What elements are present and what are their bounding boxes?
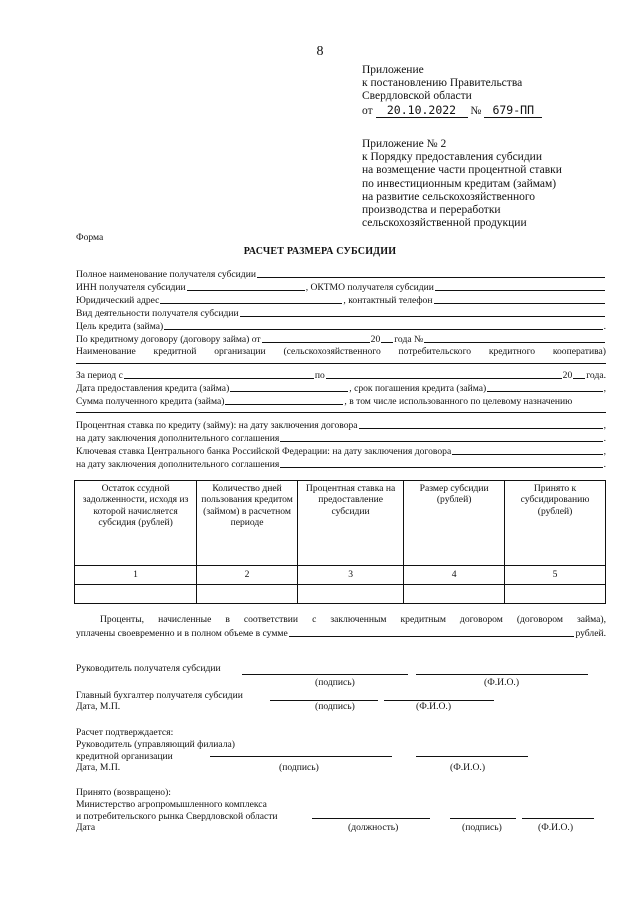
key-rate-additional-label: на дату заключения дополнительного соглашения [76, 459, 280, 470]
contract-row [76, 333, 606, 345]
ministry-line-2: и потребительского рынка Свердловской области [76, 811, 278, 822]
ministry-position-line [312, 818, 430, 819]
date-mp-1: Дата, М.П. [76, 701, 121, 712]
resolution-number: 679-ПП [484, 104, 542, 118]
resolution-date: 20.10.2022 [376, 104, 468, 118]
activity-row [76, 307, 606, 319]
header-cell-rate: Процентная ставка на предоставление субсидии [298, 481, 404, 566]
key-rate-additional-period: . [603, 459, 606, 470]
address-line [160, 295, 342, 304]
purpose-row [76, 320, 606, 332]
empty-cell [75, 585, 197, 604]
number-prefix: № [470, 104, 482, 117]
issue-date-label: Дата предоставления кредита (займа) [76, 383, 230, 394]
rate-additional-period: . [603, 433, 606, 444]
purpose-period: . [603, 321, 606, 332]
amount-used-label: , в том числе использованного по целевому назначению [344, 396, 573, 407]
ministry-fio-caption: (Ф.И.О.) [538, 822, 574, 833]
resolution-date-number [362, 104, 542, 118]
page-number: 8 [316, 44, 324, 59]
key-rate-additional-row [76, 458, 606, 470]
branch-signature-line [210, 756, 392, 757]
header-cell-balance: Остаток ссудной задолженности, исходя из которой начисляется субсидия (рублей) [75, 481, 197, 566]
empty-cell [197, 585, 298, 604]
inn-line [187, 282, 305, 291]
period-label: За период с [76, 370, 123, 381]
procedure-line-4: на развитие сельскохозяйственного [362, 190, 536, 203]
paragraph-sum-line [289, 628, 575, 637]
header-cell-days: Количество дней пользования кредитом (займом) в расчетном периоде [197, 481, 298, 566]
branch-fio-caption: (Ф.И.О.) [450, 762, 486, 773]
rate-line [359, 420, 603, 429]
credit-org-label: Наименование кредитной организации (сельскохозяйственного потребительского кредитного кооператива) [76, 346, 606, 357]
paragraph-suffix: рублей. [575, 628, 606, 639]
accountant-label: Главный бухгалтер получателя субсидии [76, 690, 243, 701]
number-cell: 4 [404, 566, 505, 585]
contract-year-line [381, 334, 393, 343]
date-prefix: от [362, 104, 373, 117]
ministry-fio-line [522, 818, 594, 819]
rate-comma: , [603, 420, 606, 431]
accountant-fio-caption: (Ф.И.О.) [416, 701, 452, 712]
confirmed-label: Расчет подтверждается: [76, 727, 174, 738]
region-line: Свердловской области [362, 90, 472, 103]
form-label: Форма [76, 232, 104, 243]
empty-cell [298, 585, 404, 604]
purpose-line [164, 321, 602, 330]
oktmo-label: , ОКТМО получателя субсидии [305, 282, 434, 293]
amount-row [76, 395, 606, 407]
empty-cell [505, 585, 606, 604]
appendix-header [362, 64, 542, 118]
ministry-position-caption: (должность) [348, 822, 399, 833]
rate-additional-line [280, 433, 602, 442]
paragraph-prefix: уплачены своевременно и в полном объеме в сумме [76, 628, 288, 639]
credit-org-sign-label: кредитной организации [76, 751, 173, 762]
contract-date-line [262, 334, 370, 343]
key-rate-comma: , [603, 446, 606, 457]
number-cell: 2 [197, 566, 298, 585]
period-row [76, 369, 606, 381]
empty-cell [404, 585, 505, 604]
amount-used-line [76, 412, 606, 413]
appendix2-header [362, 138, 562, 230]
address-label: Юридический адрес [76, 295, 160, 306]
document-title: РАСЧЕТ РАЗМЕРА СУБСИДИИ [243, 246, 397, 257]
phone-line [434, 295, 606, 304]
resolution-line: к постановлению Правительства [362, 77, 523, 90]
accepted-label: Принято (возвращено): [76, 787, 171, 798]
period-year-line [573, 370, 585, 379]
head-signature-caption: (подпись) [315, 677, 355, 688]
key-rate-label: Ключевая ставка Центрального банка Российской Федерации: на дату заключения договора [76, 446, 452, 457]
ministry-signature-line [450, 818, 516, 819]
ministry-date-label: Дата [76, 822, 96, 833]
full-name-row [76, 268, 606, 280]
branch-signature-caption: (подпись) [279, 762, 319, 773]
inn-row [76, 281, 606, 293]
inn-label: ИНН получателя субсидии [76, 282, 186, 293]
procedure-line-3: по инвестиционным кредитам (займам) [362, 177, 557, 190]
rate-additional-row [76, 432, 606, 444]
procedure-line-1: к Порядку предоставления субсидии [362, 151, 542, 164]
full-name-label: Полное наименование получателя субсидии [76, 269, 256, 280]
full-name-line [257, 269, 605, 278]
paragraph-line-1: Проценты, начисленные в соответствии с заключенным кредитным договором (договором займа), [100, 614, 606, 625]
amount-label: Сумма полученного кредита (займа) [76, 396, 225, 407]
table-empty-row [75, 585, 606, 604]
rate-additional-label: на дату заключения дополнительного соглашения [76, 433, 280, 444]
paragraph-line-2 [76, 627, 606, 639]
issue-date-row [76, 382, 606, 394]
activity-label: Вид деятельности получателя субсидии [76, 308, 239, 319]
rate-label: Процентная ставка по кредиту (займу): на дату заключения договора [76, 420, 358, 431]
table-header-row [75, 481, 606, 566]
ministry-signature-caption: (подпись) [462, 822, 502, 833]
appendix2-label: Приложение № 2 [362, 138, 447, 150]
number-cell: 1 [75, 566, 197, 585]
period-year: 20 [562, 370, 573, 381]
procedure-line-2: на возмещение части процентной ставки [362, 164, 562, 177]
contract-year-suffix: года № [394, 334, 424, 345]
period-to-label: по [314, 370, 325, 381]
header-cell-subsidy: Размер субсидии (рублей) [404, 481, 505, 566]
key-rate-row [76, 445, 606, 457]
activity-line [240, 308, 605, 317]
key-rate-additional-line [280, 459, 602, 468]
key-rate-line [452, 446, 602, 455]
ministry-line-1: Министерство агропромышленного комплекса [76, 799, 267, 810]
date-mp-2: Дата, М.П. [76, 762, 121, 773]
contract-number-line [424, 334, 605, 343]
procedure-line-5: производства и переработки [362, 204, 501, 217]
issue-date-line [230, 383, 348, 392]
header-cell-accepted: Принято к субсидированию (рублей) [505, 481, 606, 566]
period-to-line [326, 370, 562, 379]
contract-year: 20 [370, 334, 381, 345]
amount-line [225, 396, 343, 405]
head-fio-caption: (Ф.И.О.) [484, 677, 520, 688]
head-signature-line [242, 674, 408, 675]
procedure-line-6: сельскохозяйственной продукции [362, 217, 527, 230]
head-label: Руководитель получателя субсидии [76, 663, 221, 674]
credit-org-line [76, 363, 606, 364]
term-label: , срок погашения кредита (займа) [349, 383, 487, 394]
contract-label: По кредитному договору (договору займа) от [76, 334, 261, 345]
number-cell: 3 [298, 566, 404, 585]
head-fio-line [416, 674, 588, 675]
period-year-suffix: года. [586, 370, 606, 381]
branch-fio-line [416, 756, 528, 757]
rate-row [76, 419, 606, 431]
number-cell: 5 [505, 566, 606, 585]
accountant-signature-caption: (подпись) [315, 701, 355, 712]
term-comma: , [603, 383, 606, 394]
branch-head-label: Руководитель (управляющий филиала) [76, 739, 235, 750]
term-line [487, 383, 602, 392]
purpose-label: Цель кредита (займа) [76, 321, 164, 332]
address-row [76, 294, 606, 306]
phone-label: , контактный телефон [343, 295, 433, 306]
appendix-label: Приложение [362, 64, 424, 76]
period-from-line [124, 370, 314, 379]
table-number-row [75, 566, 606, 585]
subsidy-table [74, 480, 606, 604]
oktmo-line [435, 282, 605, 291]
